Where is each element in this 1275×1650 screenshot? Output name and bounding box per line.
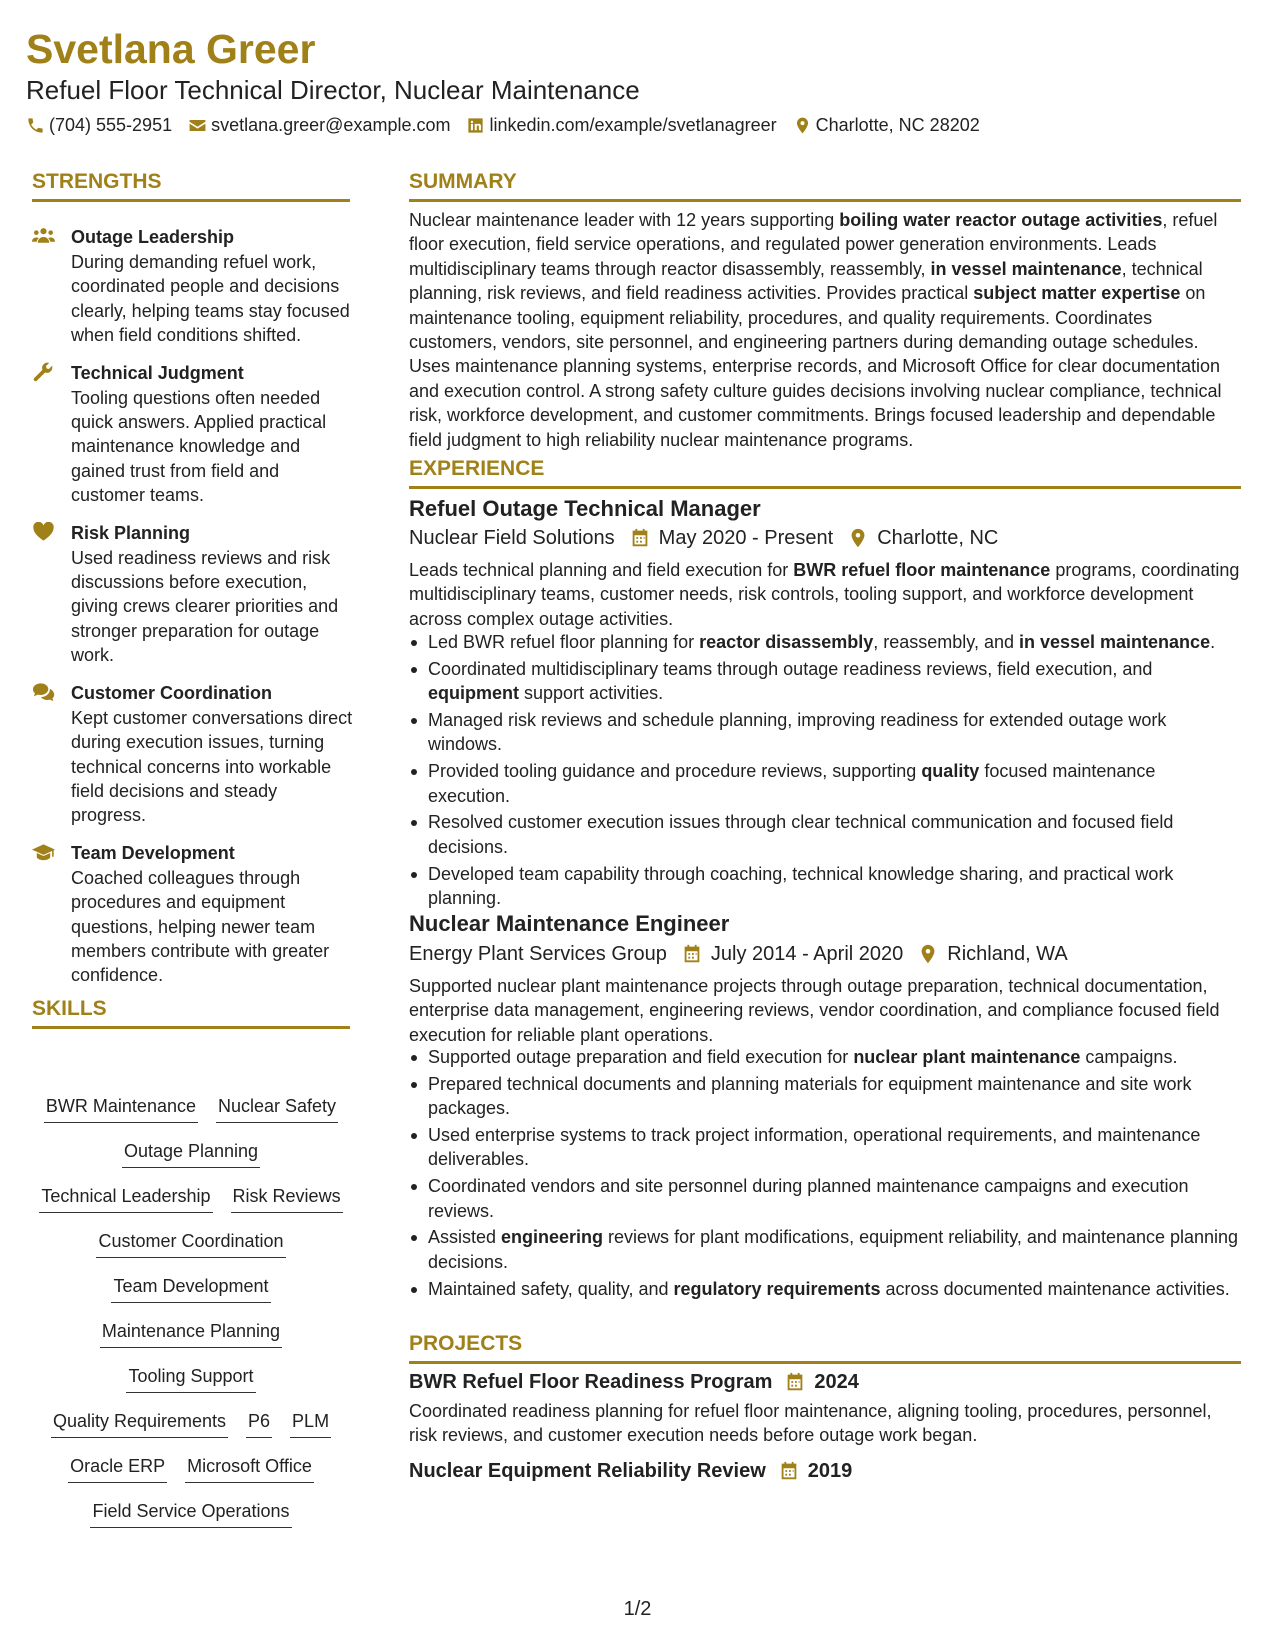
project-desc: Coordinated readiness planning for refuel floor maintenance, aligning tooling, procedures, personnel, risk reviews, and customer execution needs before outage work began. <box>409 1401 1212 1446</box>
graduation-cap-icon <box>32 842 55 862</box>
skill-tag: Customer Coordination <box>96 1229 285 1258</box>
text-run: support activities. <box>519 683 664 704</box>
strength-title: Risk Planning <box>71 522 191 543</box>
contact-email[interactable] <box>188 112 450 138</box>
bold-text: boiling water reactor outage activities <box>839 210 1163 230</box>
bold-text: BWR refuel floor maintenance <box>793 560 1051 580</box>
skills-heading: SKILLS <box>32 996 350 1029</box>
strength-desc: Kept customer conversations direct during execution issues, turning technical concerns into workable field decisions and steady progress. <box>71 707 353 826</box>
bullet-item <box>409 1045 1241 1069</box>
summary-text <box>409 208 1241 452</box>
strength-title: Customer Coordination <box>71 682 272 703</box>
contact-location <box>793 112 980 138</box>
strength-title: Outage Leadership <box>71 227 235 247</box>
location-text: Charlotte, NC 28202 <box>815 115 980 135</box>
project-name: Nuclear Equipment Reliability Review <box>409 1460 766 1482</box>
contact-bar <box>26 112 996 138</box>
skill-row <box>32 1319 350 1364</box>
text-run: programs, coordinating multidisciplinary teams, customer needs, risk controls, tooling support, and workforce development across complex outage activities. <box>409 560 1240 629</box>
skill-tag: Technical Leadership <box>39 1184 212 1213</box>
text-run: Prepared technical documents and planning materials for equipment maintenance and site work packages. <box>428 1073 1192 1119</box>
strengths-heading: STRENGTHS <box>32 169 350 202</box>
job-bullets <box>409 1045 1241 1303</box>
skill-row <box>32 1454 350 1499</box>
text-run: focused maintenance execution. <box>428 761 1156 806</box>
skill-tag: PLM <box>290 1409 331 1438</box>
skill-row <box>32 1499 350 1544</box>
strength-title: Technical Judgment <box>71 362 244 383</box>
project-year: 2024 <box>814 1371 859 1393</box>
skill-tag: Oracle ERP <box>68 1454 167 1483</box>
summary-heading: SUMMARY <box>409 169 1241 202</box>
strength-desc: Coached colleagues through procedures and equipment questions, helping newer team members contribute with greater confidence. <box>71 867 330 986</box>
bullet-item <box>409 657 1241 706</box>
bullet-item <box>409 1174 1241 1223</box>
strength-item <box>32 680 357 828</box>
job-location: Charlotte, NC <box>877 527 999 549</box>
skills-list <box>32 1094 350 1544</box>
job-company: Nuclear Field Solutions <box>409 527 615 549</box>
bullet-item <box>409 1123 1241 1172</box>
job-dates: July 2014 - April 2020 <box>710 943 904 965</box>
skill-row <box>32 1094 350 1139</box>
bold-text: in vessel maintenance <box>930 258 1122 279</box>
candidate-name: Svetlana Greer <box>26 26 316 72</box>
project-name: BWR Refuel Floor Readiness Program <box>409 1371 773 1393</box>
skill-tag: Risk Reviews <box>231 1184 343 1213</box>
text-run: Leads technical planning and field execution for <box>409 560 794 580</box>
experience-heading: EXPERIENCE <box>409 456 1241 489</box>
text-run: across documented maintenance activities. <box>880 1278 1230 1299</box>
bold-text: reactor disassembly <box>699 632 874 652</box>
strength-desc: Tooling questions often needed quick answers. Applied practical maintenance knowledge and gained trust from field and customer teams. <box>71 387 327 506</box>
strength-title: Team Development <box>71 842 235 863</box>
map-pin-icon <box>847 527 869 549</box>
bold-text: quality <box>921 761 980 782</box>
job-meta <box>409 525 998 551</box>
wrench-icon <box>32 362 55 382</box>
skill-tag: Outage Planning <box>122 1139 260 1168</box>
text-run: Supported outage preparation and field execution for <box>428 1047 854 1067</box>
phone-text: (704) 555-2951 <box>49 115 173 135</box>
calendar-icon <box>681 943 703 965</box>
project-year: 2019 <box>807 1460 853 1482</box>
bullet-item <box>409 1072 1241 1121</box>
strength-item <box>32 360 357 508</box>
strength-item <box>32 224 357 348</box>
email-text: svetlana.greer@example.com <box>211 115 451 135</box>
skill-row <box>32 1229 350 1274</box>
skill-row <box>32 1409 350 1454</box>
contact-phone[interactable] <box>26 112 172 138</box>
bullet-item <box>409 759 1241 808</box>
skill-row <box>32 1184 350 1229</box>
skill-tag: Team Development <box>111 1274 270 1303</box>
bold-text: regulatory requirements <box>673 1278 881 1299</box>
bullet-item <box>409 1277 1241 1301</box>
bold-text: subject matter expertise <box>973 283 1181 304</box>
bold-text: equipment <box>428 683 520 704</box>
text-run: , reassembly, and <box>873 632 1019 652</box>
text-run: . <box>1210 632 1216 652</box>
phone-icon <box>26 116 45 135</box>
job-meta <box>409 941 1068 967</box>
skill-tag: P6 <box>246 1409 272 1438</box>
job-company: Energy Plant Services Group <box>409 943 667 965</box>
text-run: Supported nuclear plant maintenance projects through outage preparation, technical documentation, enterprise data management, engineering reviews, vendor coordination, and compliance focused field execution for reliable plant operations. <box>409 976 1220 1045</box>
strengths-list <box>32 224 357 1000</box>
job-title: Refuel Outage Technical Manager <box>409 496 761 521</box>
skill-tag: Maintenance Planning <box>100 1319 282 1348</box>
calendar-icon <box>778 1460 800 1482</box>
job-summary <box>409 974 1241 1047</box>
bullet-item <box>409 1225 1241 1274</box>
text-run: Coordinated vendors and site personnel during planned maintenance campaigns and execution reviews. <box>428 1176 1189 1221</box>
map-pin-icon <box>917 943 939 965</box>
job-dates: May 2020 - Present <box>658 527 834 549</box>
bullet-item <box>409 630 1241 654</box>
job-title: Nuclear Maintenance Engineer <box>409 911 730 936</box>
heart-icon <box>32 522 55 542</box>
skill-tag: Microsoft Office <box>185 1454 314 1483</box>
bold-text: in vessel maintenance <box>1018 632 1211 652</box>
skill-row <box>32 1139 350 1184</box>
text-run: Used enterprise systems to track project information, operational requirements, and maintenance deliverables. <box>428 1125 1201 1170</box>
text-run: Developed team capability through coaching, technical knowledge sharing, and practical work planning. <box>428 863 1174 909</box>
users-icon <box>32 226 55 246</box>
text-run: Nuclear maintenance leader with 12 years supporting <box>409 210 840 230</box>
skill-tag: BWR Maintenance <box>44 1094 198 1123</box>
skill-row <box>32 1274 350 1319</box>
text-run: Assisted <box>428 1227 502 1248</box>
linkedin-text: linkedin.com/example/svetlanagreer <box>489 115 777 135</box>
calendar-icon <box>784 1371 806 1393</box>
text-run: , refuel floor execution, field service operations, and regulated power generation environments. Leads multidisciplinary teams through reactor disassembly, reassembly, <box>409 210 1218 279</box>
job-summary <box>409 558 1241 631</box>
job-location: Richland, WA <box>947 943 1068 965</box>
text-run: Coordinated multidisciplinary teams through outage readiness reviews, field execution, and <box>428 658 1153 679</box>
strength-item <box>32 520 357 668</box>
skill-tag: Quality Requirements <box>51 1409 228 1438</box>
strength-desc: Used readiness reviews and risk discussions before execution, giving crews clearer priorities and stronger preparation for outage work. <box>71 547 339 666</box>
candidate-title: Refuel Floor Technical Director, Nuclear Maintenance <box>26 75 640 105</box>
job-bullets <box>409 630 1241 913</box>
envelope-icon <box>188 116 207 135</box>
map-pin-icon <box>793 116 812 135</box>
strength-desc: During demanding refuel work, coordinated people and decisions clearly, helping teams stay focused when field conditions shifted. <box>71 252 350 346</box>
bold-text: nuclear plant maintenance <box>853 1047 1081 1067</box>
text-run: Resolved customer execution issues through clear technical communication and focused field decisions. <box>428 812 1174 857</box>
text-run: Led BWR refuel floor planning for <box>428 632 700 652</box>
text-run: reviews for plant modifications, equipment reliability, and maintenance planning decisions. <box>428 1227 1239 1272</box>
text-run: campaigns. <box>1080 1047 1178 1067</box>
bold-text: engineering <box>501 1227 604 1248</box>
bullet-item <box>409 862 1241 911</box>
contact-linkedin[interactable] <box>466 112 776 138</box>
calendar-icon <box>629 527 651 549</box>
bullet-item <box>409 810 1241 859</box>
linkedin-icon <box>466 116 485 135</box>
projects-heading: PROJECTS <box>409 1331 1241 1364</box>
strength-item <box>32 840 357 988</box>
text-run: , technical planning, risk reviews, and field readiness activities. Provides practical <box>409 258 1203 304</box>
skill-row <box>32 1364 350 1409</box>
project-title <box>409 1458 852 1484</box>
text-run: Managed risk reviews and schedule planning, improving readiness for extended outage work windows. <box>428 710 1167 755</box>
project-title <box>409 1369 859 1395</box>
skill-tag: Tooling Support <box>126 1364 255 1393</box>
text-run: on maintenance tooling, equipment reliability, procedures, and quality requirements. Coordinates customers, vendors, site personnel, and engineering partners during demanding outage schedules. Uses maintenance planning systems, enterprise records, and Microsoft Office for clear documentation and execution control. A strong safety culture guides decisions involving nuclear compliance, technical risk, workforce development, and customer commitments. Brings focused leadership and dependable field judgment to high reliability nuclear maintenance programs. <box>409 283 1222 450</box>
text-run: Maintained safety, quality, and <box>428 1278 674 1299</box>
page-number: 1/2 <box>623 1598 652 1620</box>
skill-tag: Field Service Operations <box>90 1499 291 1528</box>
skill-tag: Nuclear Safety <box>216 1094 338 1123</box>
bullet-item <box>409 708 1241 757</box>
comments-icon <box>32 682 55 702</box>
text-run: Provided tooling guidance and procedure reviews, supporting <box>428 761 922 782</box>
